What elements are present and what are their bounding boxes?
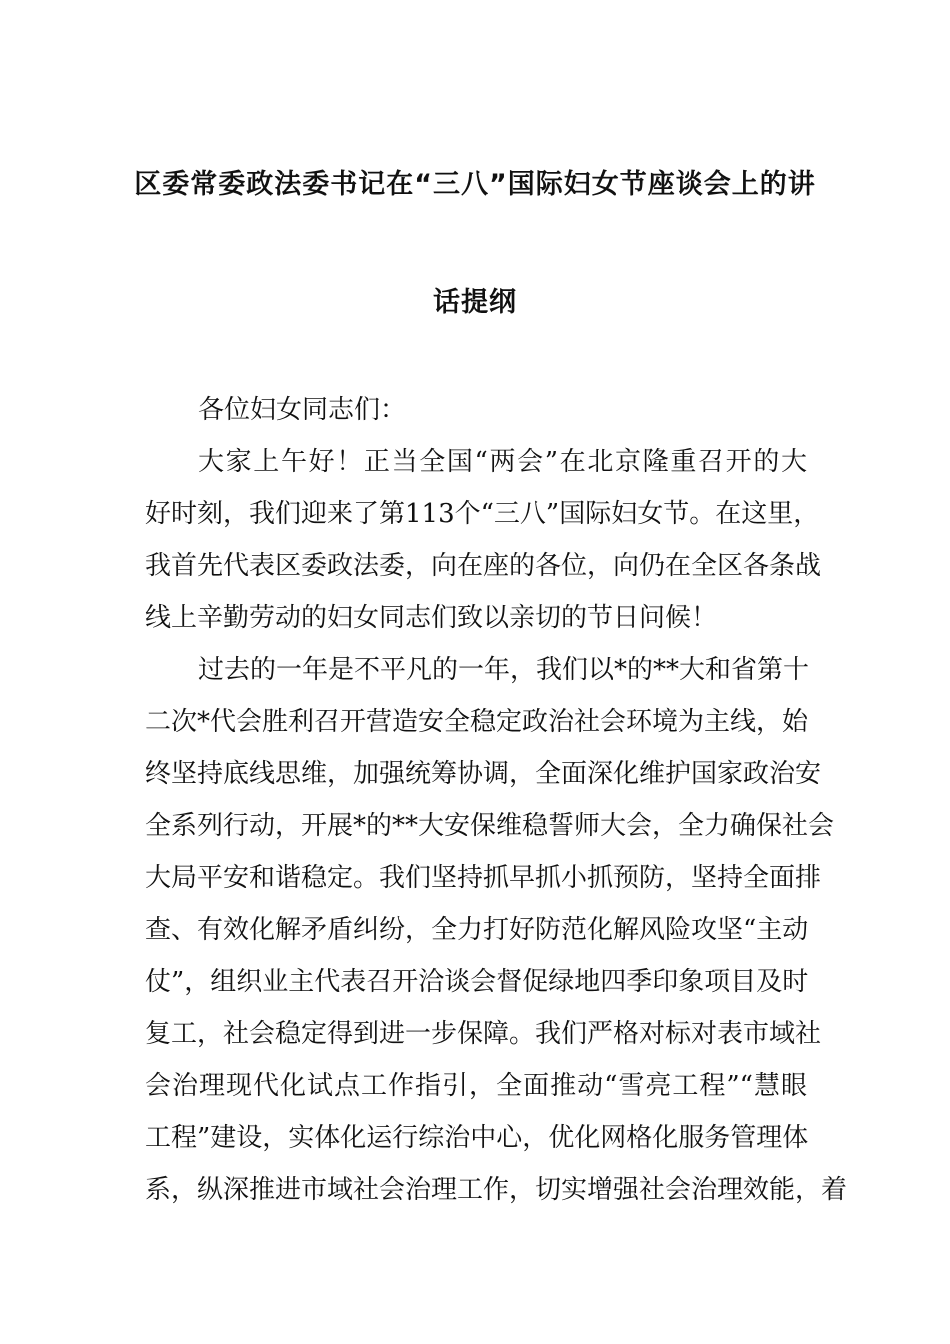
paragraph-2-line-8: 复工，社会稳定得到进一步保障。我们严格对标对表市域社 — [145, 1019, 822, 1049]
paragraph-1-line-2: 好时刻，我们迎来了第113个“三八”国际妇女节。在这里， — [145, 499, 820, 529]
paragraph-2-line-2: 二次*代会胜利召开营造安全稳定政治社会环境为主线，始 — [145, 707, 809, 737]
paragraph-1-line-1: 大家上午好！正当全国“两会”在北京隆重召开的大 — [198, 447, 807, 477]
paragraph-2-line-9: 会治理现代化试点工作指引，全面推动“雪亮工程”“慧眼 — [145, 1071, 807, 1101]
paragraph-2-line-7: 仗”，组织业主代表召开洽谈会督促绿地四季印象项目及时 — [145, 967, 809, 997]
document-title-line-2: 话提纲 — [433, 287, 517, 318]
paragraph-2-line-10: 工程”建设，实体化运行综治中心，优化网格化服务管理体 — [145, 1123, 809, 1153]
paragraph-2-line-5: 大局平安和谐稳定。我们坚持抓早抓小抓预防，坚持全面排 — [145, 863, 822, 893]
paragraph-2-line-1: 过去的一年是不平凡的一年，我们以*的**大和省第十 — [198, 655, 810, 685]
paragraph-1-line-4: 线上辛勤劳动的妇女同志们致以亲切的节日问候！ — [145, 603, 718, 633]
salutation: 各位妇女同志们： — [198, 395, 407, 425]
paragraph-2-line-11: 系，纵深推进市域社会治理工作，切实增强社会治理效能，着 — [145, 1175, 848, 1205]
paragraph-2-line-6: 查、有效化解矛盾纠纷，全力打好防范化解风险攻坚“主动 — [145, 915, 809, 945]
document-title-line-1: 区委常委政法委书记在“三八”国际妇女节座谈会上的讲 — [134, 169, 816, 200]
paragraph-2-line-3: 终坚持底线思维，加强统筹协调，全面深化维护国家政治安 — [145, 759, 822, 789]
paragraph-2-line-4: 全系列行动，开展*的**大安保维稳誓师大会，全力确保社会 — [145, 811, 835, 841]
paragraph-1-line-3: 我首先代表区委政法委，向在座的各位，向仍在全区各条战 — [145, 551, 822, 581]
